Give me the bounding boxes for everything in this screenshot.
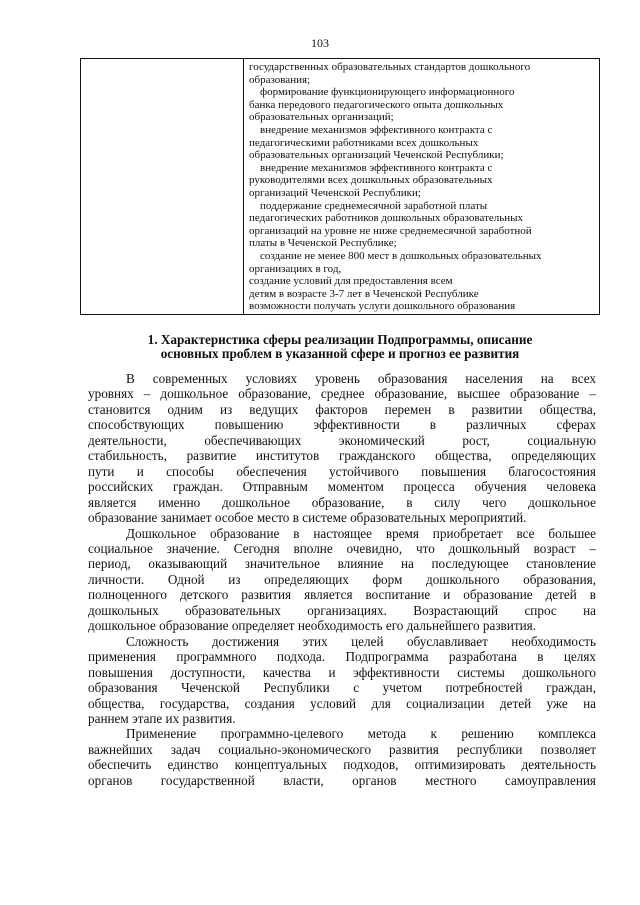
text-line: Сложность достижения этих целей обуславливает необходимость	[126, 633, 596, 649]
text-line: образовательных организаций;	[249, 111, 394, 124]
text-line: общества, государства, создания условий для социализации детей уже на	[88, 695, 596, 711]
text-line: повышения доступности, качества и эффективности системы дошкольного	[88, 664, 596, 680]
text-line: становится одним из ведущих факторов перемен в развитии общества,	[88, 401, 596, 417]
text-line: дошкольных образовательных организациях. Возрастающий спрос на	[88, 602, 596, 618]
text-line: педагогических работников дошкольных образовательных	[249, 212, 524, 225]
text-line: способствующих повышению эффективности в различных сферах	[88, 417, 596, 433]
text-line: социальное значение. Сегодня вполне очевидно, что дошкольный возраст –	[88, 540, 596, 556]
text-line: формирование функционирующего информационного	[249, 86, 515, 99]
text-line: 1. Характеристика сферы реализации Подпрограммы, описание	[147, 332, 533, 347]
text-line: организаций на уровне не ниже среднемесячной заработной	[249, 224, 532, 237]
text-line: образования Чеченской Республики с учетом потребностей граждан,	[88, 680, 596, 696]
text-line: Применение программно-целевого метода к решению комплекса	[126, 726, 596, 742]
text-line: является именно дошкольное образование, в силу чего дошкольное	[88, 494, 596, 510]
text-line: внедрение механизмов эффективного контракта с	[249, 123, 493, 136]
text-line: полноценного детского развития является воспитание и образование детей в	[88, 587, 596, 603]
table-right-cell	[249, 61, 597, 313]
text-line: раннем этапе их развития.	[88, 710, 236, 726]
text-line: возможности получать услуги дошкольного образования	[249, 300, 516, 313]
text-line: банка передового педагогического опыта дошкольных	[249, 98, 504, 111]
text-line: организациях в год,	[249, 262, 342, 275]
text-line: период, оказывающий значительное влияние на последующее становление	[88, 556, 596, 572]
text-line: образование занимает особое место в системе образовательных мероприятий.	[88, 510, 527, 526]
text-line: российских граждан. Отправным моментом процесса обучения человека	[88, 479, 596, 495]
text-line: применения программного подхода. Подпрограмма разработана в целях	[88, 649, 596, 665]
text-line: важнейших задач социально-экономического развития республики позволяет	[88, 741, 596, 757]
text-line: Дошкольное образование в настоящее время приобретает все большее	[126, 525, 596, 541]
text-line: организаций Чеченской Республики;	[249, 186, 421, 199]
text-line: детям в возрасте 3-7 лет в Чеченской Республике	[249, 287, 479, 300]
text-line: личности. Одной из определяющих форм дошкольного образования,	[88, 571, 596, 587]
page-number: 103	[311, 36, 329, 50]
text-line: платы в Чеченской Республике;	[249, 237, 397, 250]
text-line: уровнях – дошкольное образование, среднее образование, высшее образование –	[88, 386, 596, 402]
text-line: поддержание среднемесячной заработной платы	[249, 199, 488, 212]
text-line: дошкольное образование определяет необходимость его дальнейшего развития.	[88, 618, 537, 634]
text-line: образования;	[249, 73, 311, 86]
text-line: обеспечить единство концептуальных подходов, оптимизировать деятельность	[88, 757, 596, 773]
text-line: создание не менее 800 мест в дошкольных образовательных	[249, 249, 542, 262]
text-line: пути и способы обеспечения устойчивого повышения благосостояния	[88, 463, 596, 479]
text-line: государственных образовательных стандартов дошкольного	[249, 61, 531, 73]
text-line: создание условий для предоставления всем	[249, 275, 453, 288]
text-line: основных проблем в указанной сфере и прогноз ее развития	[160, 346, 520, 361]
text-line: внедрение механизмов эффективного контракта с	[249, 161, 493, 174]
continuation-table	[80, 58, 600, 315]
text-line: стабильность, развитие институтов гражданского общества, определяющих	[88, 448, 596, 464]
section-heading	[80, 333, 600, 361]
text-line: В современных условиях уровень образования населения на всех	[126, 371, 596, 386]
table-column-divider	[243, 59, 244, 314]
text-line: педагогическими работниками всех дошкольных	[249, 136, 479, 149]
text-line: руководителями всех дошкольных образовательных	[249, 174, 493, 187]
text-line: органов государственной власти, органов местного самоуправления	[88, 772, 596, 788]
text-line: образовательных организаций Чеченской Республики;	[249, 149, 504, 162]
section-body	[88, 371, 596, 788]
text-line: деятельности, обеспечивающих экономический рост, социальную	[88, 432, 596, 448]
